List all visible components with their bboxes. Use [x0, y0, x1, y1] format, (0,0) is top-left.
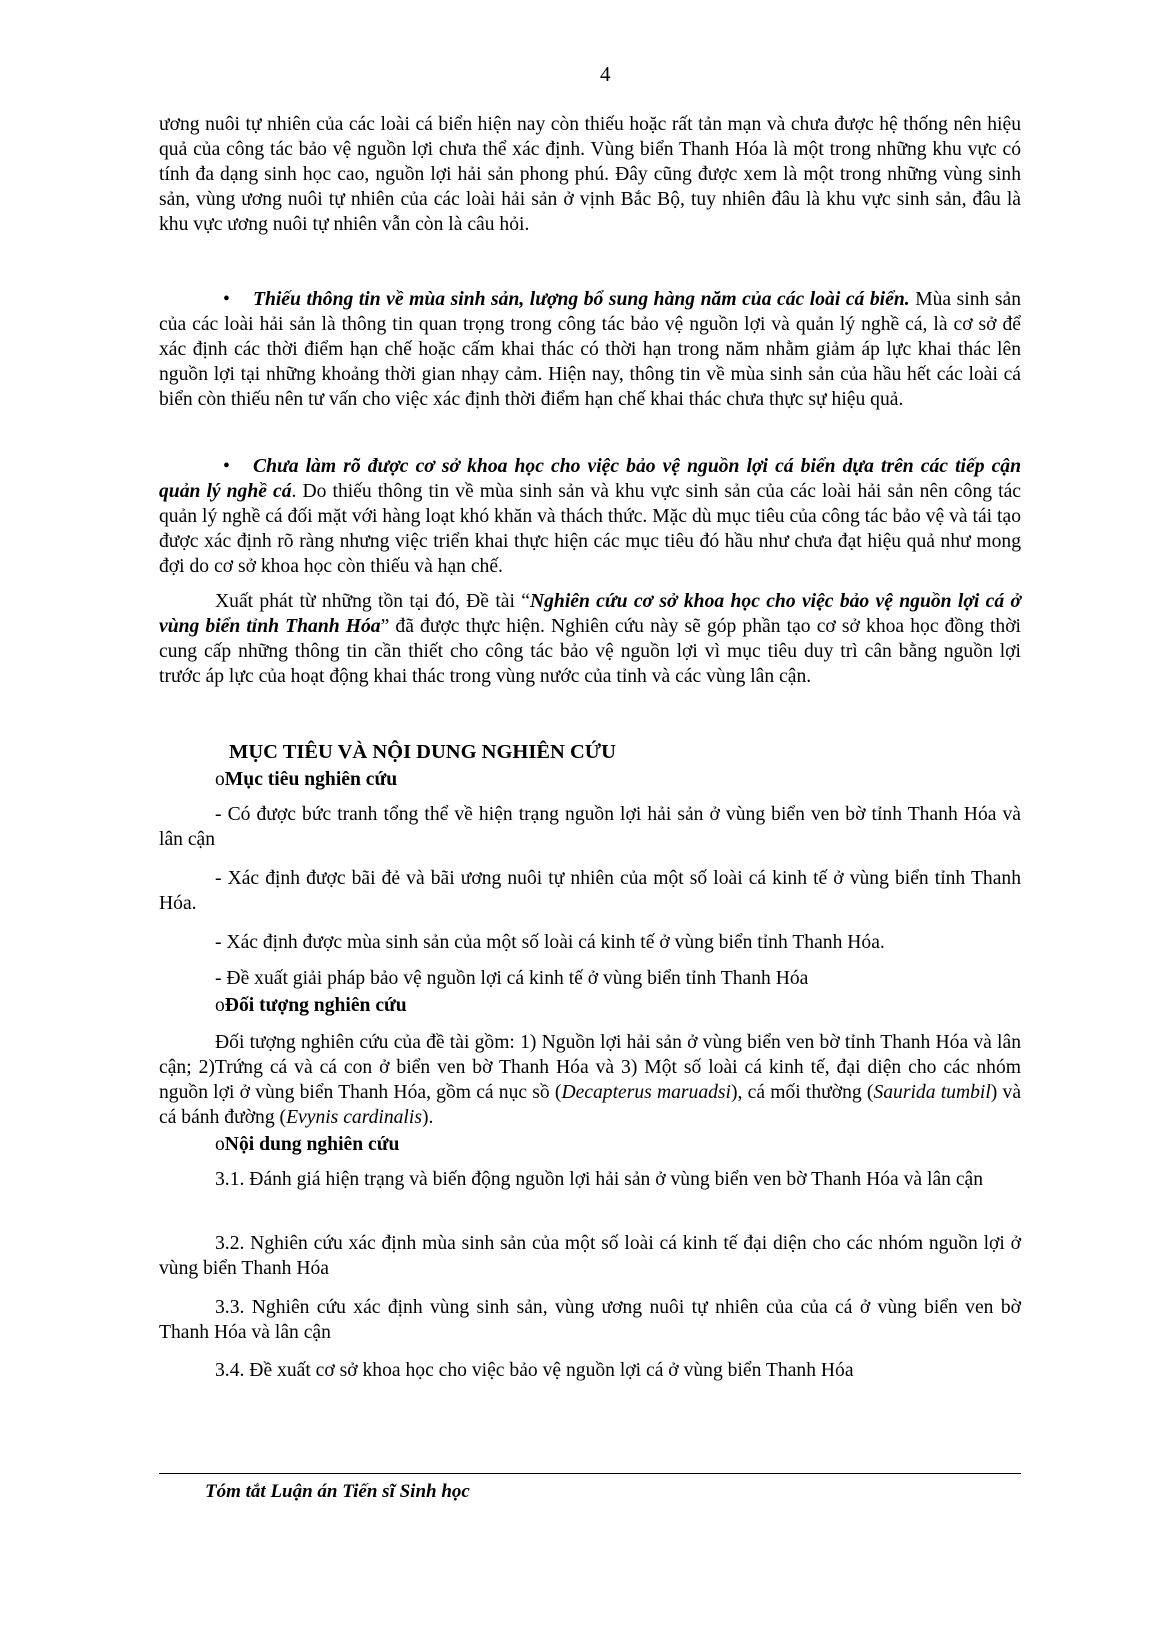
species-name: Saurida tumbil	[873, 1082, 991, 1103]
intro-paragraph: ương nuôi tự nhiên của các loài cá biển hiện nay còn thiếu hoặc rất tản mạn và chưa được hệ thống nên hiệu quả của công tác bảo vệ nguồn lợi chưa thể xác định. Vùng biển Thanh Hóa là một trong những khu vực có tính đa dạng sinh học cao, nguồn lợi hải sản phong phú. Đây cũng được xem là một trong những vùng sinh sản, vùng ương nuôi tự nhiên của các loài hải sản ở vịnh Bắc Bộ, tuy nhiên đâu là khu vực sinh sản, đâu là khu vực ương nuôi tự nhiên vẫn còn là câu hỏi.	[159, 114, 1021, 235]
footer-title: Tóm tắt Luận án Tiến sĩ Sinh học	[205, 1481, 470, 1502]
subjects-text: Đối tượng nghiên cứu của đề tài gồm: 1) Nguồn lợi hải sản ở vùng biển ven bờ tỉnh Thanh Hóa và lân cận; 2)Trứng cá và cá con ở biển ven bờ Thanh Hóa và 3) Một số loài cá kinh tế, đại diện cho các nhóm nguồn lợi ở vùng biển Thanh Hóa, gồm cá nục sồ (	[159, 1032, 1021, 1103]
bullet-1-heading: Thiếu thông tin về mùa sinh sản, lượng bổ sung hàng năm của các loài cá biển.	[253, 289, 910, 310]
bullet-icon: •	[223, 456, 230, 477]
bullet-paragraph-2	[159, 454, 1021, 579]
section-heading: MỤC TIÊU VÀ NỘI DUNG NGHIÊN CỨU	[229, 741, 616, 763]
subjects-text: ).	[421, 1107, 434, 1128]
species-name: Evynis cardinalis	[286, 1107, 422, 1128]
content-item: 3.1. Đánh giá hiện trạng và biến động nguồn lợi hải sản ở vùng biển ven bờ Thanh Hóa và lân cận	[215, 1169, 984, 1190]
subjects-text: ), cá mối thường (	[731, 1082, 874, 1103]
objectives-heading-text: Mục tiêu nghiên cứu	[224, 769, 398, 790]
subjects-heading-text: Đối tượng nghiên cứu	[224, 995, 407, 1016]
content-item: 3.3. Nghiên cứu xác định vùng sinh sản, vùng ương nuôi tự nhiên của của cá ở vùng biển ven bờ Thanh Hóa và lân cận	[159, 1297, 1021, 1343]
subjects-paragraph	[159, 1030, 1021, 1130]
thesis-title: Nghiên cứu cơ sở khoa học cho việc bảo vệ nguồn lợi cá ở vùng biển tỉnh Thanh Hóa	[159, 591, 1021, 637]
contents-heading-text: Nội dung nghiên cứu	[224, 1134, 400, 1155]
subjects-text: ) và cá bánh đường (	[159, 1082, 1022, 1128]
subjects-heading	[215, 993, 407, 1018]
objective-item: - Xác định được mùa sinh sản của một số loài cá kinh tế ở vùng biển tỉnh Thanh Hóa.	[215, 932, 885, 953]
footer-divider	[159, 1473, 1021, 1474]
bullet-2-text: . Do thiếu thông tin về mùa sinh sản và khu vực sinh sản của các loài hải sản nên công tác quản lý nghề cá đối mặt với hàng loạt khó khăn và thách thức. Mặc dù mục tiêu của công tác bảo vệ và tái tạo được xác định rõ ràng nhưng việc triển khai thực hiện các mục tiêu đó hầu như chưa đạt hiệu quả như mong đợi do cơ sở khoa học còn thiếu và hạn chế.	[159, 481, 1021, 577]
bullet-icon: •	[223, 289, 230, 310]
contents-heading	[215, 1132, 399, 1157]
objective-item: - Xác định được bãi đẻ và bãi ương nuôi tự nhiên của một số loài cá kinh tế ở vùng biển tỉnh Thanh Hóa.	[159, 868, 1021, 914]
motivation-text-before: Xuất phát từ những tồn tại đó, Đề tài “	[215, 591, 530, 612]
circle-bullet-icon: o	[215, 1134, 225, 1155]
motivation-paragraph	[159, 589, 1021, 689]
bullet-paragraph-1	[159, 287, 1021, 412]
objective-item: - Đề xuất giải pháp bảo vệ nguồn lợi cá kinh tế ở vùng biển tỉnh Thanh Hóa	[215, 968, 809, 989]
motivation-text-after: ” đã được thực hiện. Nghiên cứu này sẽ góp phần tạo cơ sở khoa học đồng thời cung cấp những thông tin cần thiết cho công tác bảo vệ nguồn lợi vì mục tiêu duy trì cân bằng nguồn lợi trước áp lực của hoạt động khai thác trong vùng nước của tỉnh và các vùng lân cận.	[159, 616, 1021, 687]
bullet-2-heading: Chưa làm rõ được cơ sở khoa học cho việc bảo vệ nguồn lợi cá biển dựa trên các tiếp cận quản lý nghề cá	[159, 456, 1021, 502]
species-name: Decapterus maruadsi	[561, 1082, 731, 1103]
content-item: 3.2. Nghiên cứu xác định mùa sinh sản của một số loài cá kinh tế đại diện cho các nhóm nguồn lợi ở vùng biển Thanh Hóa	[159, 1233, 1021, 1279]
circle-bullet-icon: o	[215, 995, 225, 1016]
content-item: 3.4. Đề xuất cơ sở khoa học cho việc bảo vệ nguồn lợi cá ở vùng biển Thanh Hóa	[215, 1360, 854, 1381]
page-number: 4	[600, 62, 611, 86]
objectives-heading	[215, 767, 397, 792]
circle-bullet-icon: o	[215, 769, 225, 790]
objective-item: - Có được bức tranh tổng thể về hiện trạng nguồn lợi hải sản ở vùng biển ven bờ tỉnh Thanh Hóa và lân cận	[159, 804, 1021, 850]
bullet-1-text: Mùa sinh sản của các loài hải sản là thông tin quan trọng trong công tác bảo vệ nguồn lợi và quản lý nghề cá, là cơ sở để xác định các thời điểm hạn chế hoặc cấm khai thác có thời hạn trong năm nhằm giảm áp lực khai thác lên nguồn lợi tại những khoảng thời gian nhạy cảm. Hiện nay, thông tin về mùa sinh sản của hầu hết các loài cá biển còn thiếu nên tư vấn cho việc xác định thời điểm hạn chế khai thác chưa thực sự hiệu quả.	[159, 289, 1021, 410]
